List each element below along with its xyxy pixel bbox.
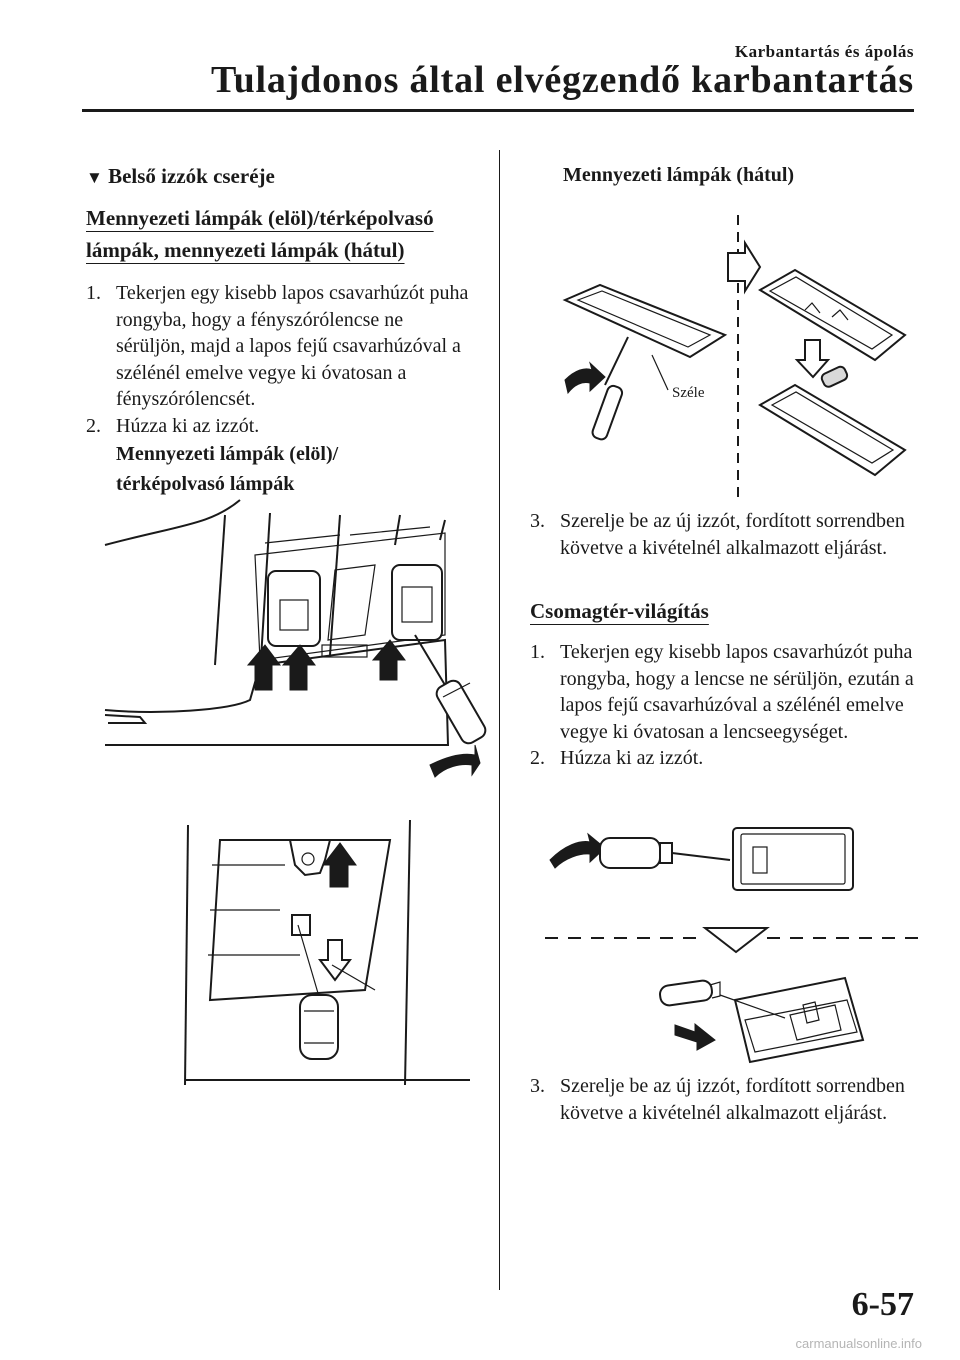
- cargo-step-3-block: [530, 1073, 920, 1126]
- left-column-text: [86, 202, 471, 499]
- step-number: 2.: [86, 414, 101, 437]
- cargo-light-illustration: [545, 820, 920, 1065]
- subheading-cargo-light: Csomagtér-világítás: [530, 599, 709, 623]
- step-text: Tekerjen egy kisebb lapos csavarhúzót puha rongyba, hogy a lencse ne sérüljön, ezután a lapos fejű csavarhúzóval a szélénél emelve vegye ki óvatosan a lencseegységet.: [560, 641, 914, 743]
- section-title-text: Belső izzók cseréje: [108, 164, 275, 188]
- step-number: 3.: [530, 1075, 545, 1097]
- chapter-label: Karbantartás és ápolás: [734, 42, 914, 61]
- step-text: Tekerjen egy kisebb lapos csavarhúzót puha rongyba, hogy a fényszórólencse ne sérüljön, majd a lapos fejű csavarhúzóval a szélénél emelve vegye ki óvatosan a fényszórólencsét.: [116, 282, 469, 410]
- step-text: Húzza ki az izzót.: [116, 414, 260, 437]
- cargo-step-3: [530, 1073, 920, 1126]
- edge-label: Széle: [672, 385, 705, 401]
- page-title: Tulajdonos által elvégzendő karbantartás: [210, 59, 914, 101]
- section-title: [86, 164, 275, 189]
- subheading-ceiling-lamps: Mennyezeti lámpák (elöl)/térképolvasó lámpák, mennyezeti lámpák (hátul): [86, 206, 434, 262]
- caption-rear-lamps: Mennyezeti lámpák (hátul): [563, 164, 795, 186]
- page-number: 6-57: [851, 1286, 914, 1323]
- map-lamp-bulb-illustration: [180, 815, 480, 1105]
- step-1: [86, 280, 471, 413]
- watermark: carmanualsonline.info: [795, 1336, 922, 1351]
- step-text: Húzza ki az izzót.: [560, 747, 704, 769]
- step-number: 3.: [530, 510, 545, 532]
- step-3: [530, 508, 920, 561]
- cargo-step-1: [530, 639, 920, 745]
- rear-ceiling-lamp-illustration: [560, 215, 920, 505]
- cargo-steps: [530, 639, 920, 772]
- caption-front-lamps: Mennyezeti lámpák (elöl)/ térképolvasó lámpák: [116, 443, 339, 495]
- header-rule: [82, 109, 914, 112]
- step-text: Szerelje be az új izzót, fordított sorrendben követve a kivételnél alkalmazott eljárást.: [560, 1075, 905, 1124]
- steps-list: [86, 280, 471, 439]
- step-text: Szerelje be az új izzót, fordított sorrendben követve a kivételnél alkalmazott eljárást.: [560, 510, 905, 559]
- front-ceiling-lamp-illustration: [100, 505, 480, 795]
- cargo-step-2: [530, 745, 920, 772]
- step-2: [86, 413, 471, 440]
- step-number: 2.: [530, 747, 545, 769]
- column-divider: [499, 150, 500, 1290]
- rear-step-3: [530, 508, 920, 561]
- triangle-marker-icon: ▼: [86, 168, 103, 187]
- cargo-section: [530, 595, 920, 772]
- step-number: 1.: [86, 282, 101, 304]
- step-number: 1.: [530, 641, 545, 663]
